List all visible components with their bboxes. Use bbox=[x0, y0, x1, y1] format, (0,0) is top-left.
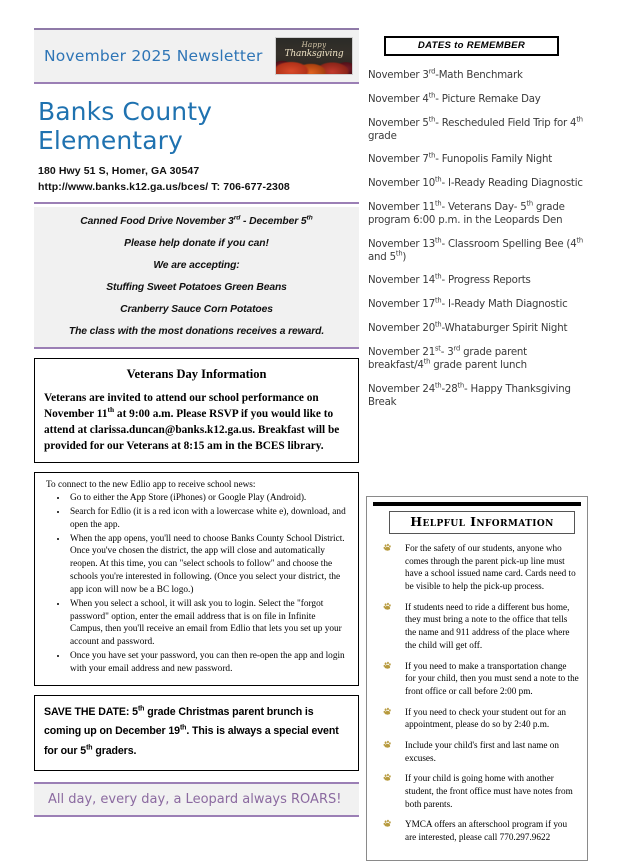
date-list-item: November 17th- I-Ready Math Diagnostic bbox=[368, 296, 568, 311]
date-list-item: November 10th- I-Ready Reading Diagnostic bbox=[368, 175, 583, 190]
date-list-item: November 14th- Progress Reports bbox=[368, 273, 531, 287]
date-list-item: November 4th- Picture Remake Day bbox=[368, 91, 541, 105]
date-list-item: November 5th- Rescheduled Field Trip for 4th grade bbox=[368, 115, 583, 142]
paw-print-icon bbox=[383, 602, 392, 611]
list-item: • When you select a school, it will ask you to login. Select the "forgot password" option, enter the email address that is on file in Infinite Campus, then you'll receive an email from Edlio that lets you set up your account and password. bbox=[68, 598, 349, 649]
list-item-label: If students need to ride a different bus home, they must bring a note to the office that tells the name and 911 address of the place where the child will get off. bbox=[405, 601, 570, 650]
list-item-label: If you need to make a transportation change for your child, then you must send a note to the front office or call before 2:00 pm. bbox=[405, 660, 579, 696]
masthead-bottom-rule bbox=[34, 82, 359, 84]
paw-print-icon bbox=[383, 819, 392, 828]
helpful-information-title: Helpful Information bbox=[410, 514, 554, 529]
date-list-item: November 13th- Classroom Spelling Bee (4th and 5th) bbox=[368, 236, 583, 263]
food-drive-bottom-rule bbox=[34, 347, 359, 349]
edlio-bullet-list bbox=[44, 492, 349, 676]
right-column bbox=[368, 36, 586, 420]
list-item bbox=[375, 818, 579, 843]
school-contact: http://www.banks.k12.ga.us/bces/ T: 706-677-2308 bbox=[38, 181, 290, 193]
list-item: • Once you have set your password, you can then re-open the app and login with your email address and new password. bbox=[68, 650, 349, 676]
paw-print-icon bbox=[383, 707, 392, 716]
edlio-intro: To connect to the new Edlio app to receive school news: bbox=[46, 480, 256, 491]
list-item bbox=[375, 542, 579, 593]
happy-thanksgiving-image bbox=[275, 37, 353, 75]
edlio-app-box bbox=[34, 472, 359, 686]
food-drive-line: Please help donate if you can! bbox=[124, 238, 269, 249]
paw-print-icon bbox=[383, 661, 392, 670]
date-list-item: November 3rd-Math Benchmark bbox=[368, 67, 523, 81]
school-address: 180 Hwy 51 S, Homer, GA 30547 bbox=[38, 165, 200, 177]
school-name-heading: Banks County Elementary bbox=[38, 97, 213, 155]
masthead-band bbox=[34, 30, 359, 82]
helpful-information-panel bbox=[366, 496, 588, 861]
veterans-day-title: Veterans Day Information bbox=[126, 367, 267, 381]
date-list-item: November 20th-Whataburger Spirit Night bbox=[368, 320, 568, 335]
footer-bottom-rule bbox=[34, 815, 359, 817]
dates-to-remember-header: DATES to REMEMBER bbox=[384, 36, 559, 56]
list-item-label: YMCA offers an afterschool program if you are interested, please call 770.297.9622 bbox=[405, 819, 568, 843]
paw-print-icon bbox=[383, 543, 392, 552]
canned-food-drive-box bbox=[34, 207, 359, 347]
food-drive-line: Canned Food Drive November 3rd - December 5th bbox=[80, 214, 313, 227]
helpful-information-title-box bbox=[389, 511, 575, 534]
helpful-double-rule bbox=[373, 502, 581, 506]
header-divider-rule bbox=[34, 202, 359, 204]
left-column bbox=[34, 28, 359, 817]
thanksgiving-image-line2: Thanksgiving bbox=[284, 49, 344, 59]
food-drive-line: The class with the most donations receives a reward. bbox=[68, 326, 325, 337]
list-item: • Go to either the App Store (iPhones) or Google Play (Android). bbox=[68, 492, 349, 505]
save-the-date-box bbox=[34, 695, 359, 771]
date-list-item: November 7th- Funopolis Family Night bbox=[368, 151, 553, 166]
dates-to-remember-list bbox=[368, 67, 586, 409]
thanksgiving-image-line1: Happy bbox=[301, 41, 327, 49]
date-list-item: November 11th- Veterans Day- 5th grade program 6:00 p.m. in the Leopards Den bbox=[368, 199, 565, 226]
list-item: • Search for Edlio (it is a red icon with a lowercase white e), download, and open the app. bbox=[68, 506, 349, 532]
footer-slogan: All day, every day, a Leopard always ROARS! bbox=[48, 791, 342, 807]
list-item: • When the app opens, you'll need to choose Banks County School District. Once you've chosen the district, the app will close and automatically reopen. At this time, you can "select schools to follow" and choose the schools you're interested in following. (Once you select your district, the app icon will now be a BC logo.) bbox=[68, 533, 349, 597]
save-the-date-text: SAVE THE DATE: 5th grade Christmas parent brunch is coming up on December 19th. This is always a special event for our 5th graders. bbox=[44, 705, 339, 757]
list-item bbox=[375, 601, 579, 652]
footer-slogan-band bbox=[34, 784, 359, 815]
list-item-label: If your child is going home with another student, the front office must have notes from both parents. bbox=[405, 773, 573, 809]
list-item bbox=[375, 739, 579, 764]
list-item bbox=[375, 772, 579, 810]
paw-print-icon bbox=[383, 740, 392, 749]
newsletter-title: November 2025 Newsletter bbox=[44, 47, 263, 65]
list-item-label: If you need to check your student out for an appointment, please do so by 2:40 p.m. bbox=[405, 706, 566, 730]
list-item-label: For the safety of our students, anyone who comes through the parent pick-up line must have a school issued name card. Cards need to be visible to help the pick-up process. bbox=[405, 543, 576, 592]
veterans-day-box bbox=[34, 358, 359, 463]
food-drive-line: Cranberry Sauce Corn Potatoes bbox=[120, 304, 273, 315]
helpful-information-list bbox=[371, 542, 583, 844]
food-drive-line: Stuffing Sweet Potatoes Green Beans bbox=[106, 282, 287, 293]
paw-print-icon bbox=[383, 773, 392, 782]
food-drive-line: We are accepting: bbox=[153, 260, 240, 271]
veterans-day-body: Veterans are invited to attend our school performance on November 11th at 9:00 a.m. Please RSVP if you would like to attend at clarissa.duncan@banks.k12.ga.us. Breakfast will be provided for our Veterans at 8:15 am in the BCES library. bbox=[44, 392, 340, 453]
list-item bbox=[375, 660, 579, 698]
date-list-item: November 24th-28th- Happy Thanksgiving Break bbox=[368, 381, 571, 408]
list-item-label: Include your child's first and last name on excuses. bbox=[405, 739, 559, 763]
list-item bbox=[375, 706, 579, 731]
date-list-item: November 21st- 3rd grade parent breakfast/4th grade parent lunch bbox=[368, 344, 527, 371]
